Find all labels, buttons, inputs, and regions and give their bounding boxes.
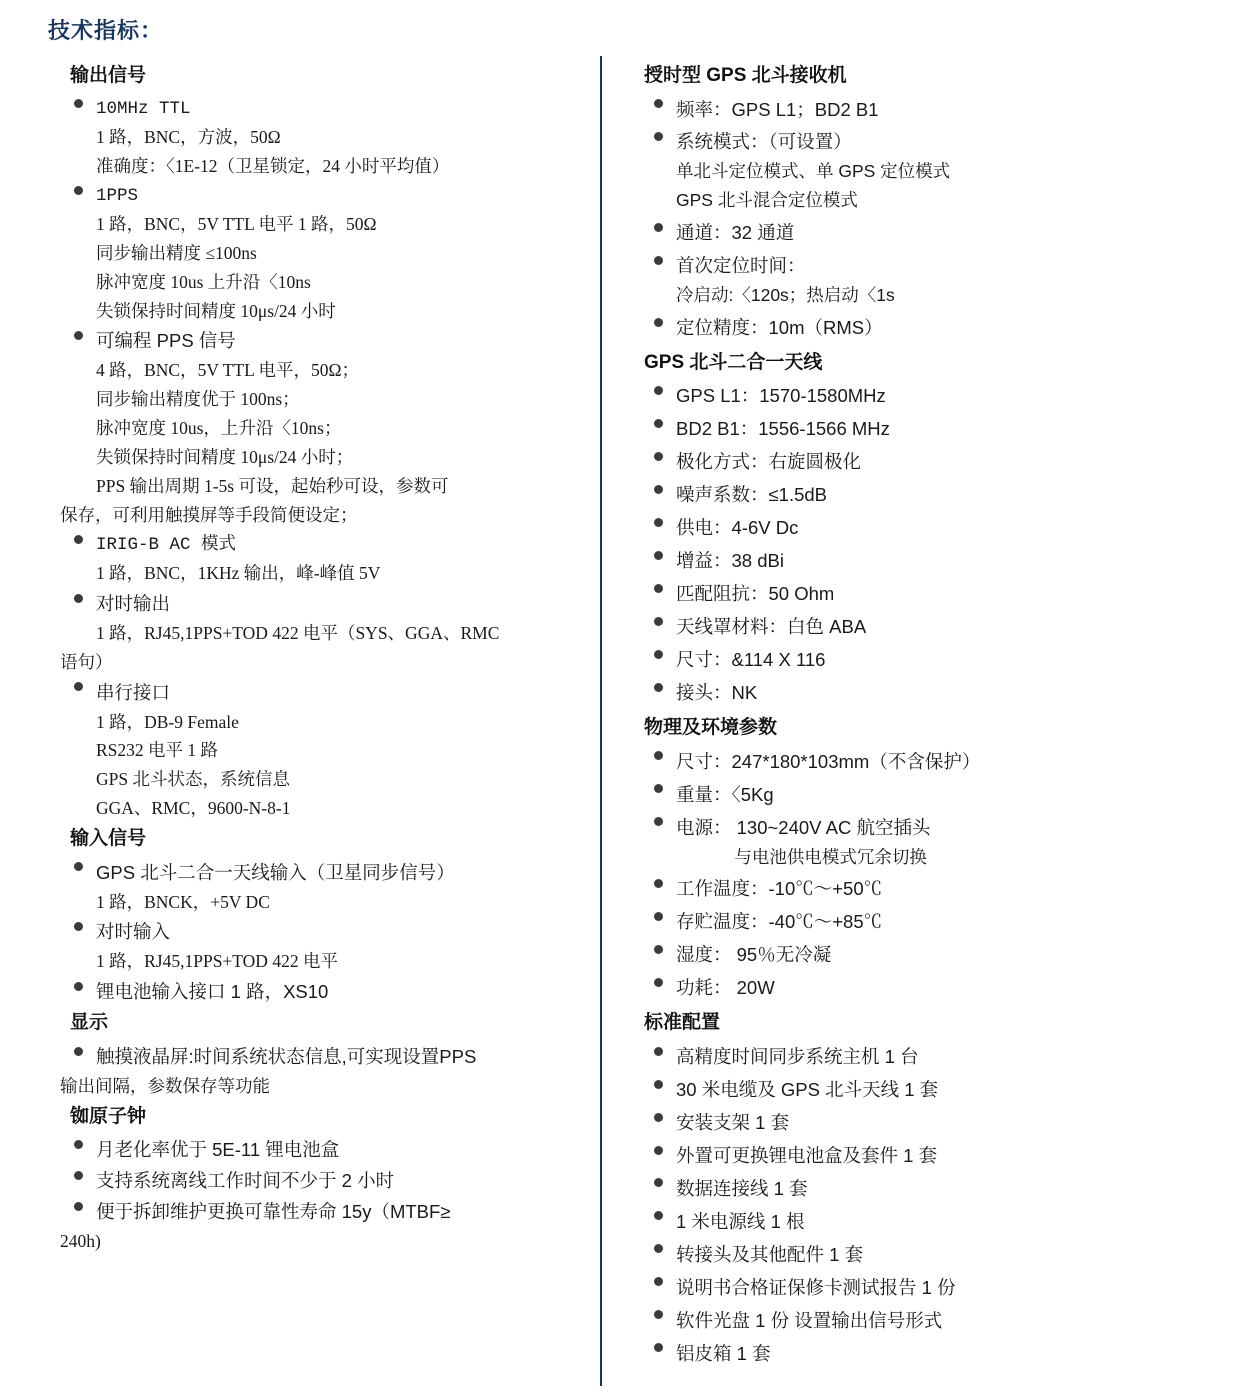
list-standard-configuration xyxy=(642,1042,1212,1369)
item-detail-line: 脉冲宽度 10us 上升沿〈10ns xyxy=(96,271,311,292)
item-label: 高精度时间同步系统主机 1 台 xyxy=(676,1045,919,1067)
item-label: 软件光盘 1 份 设置输出信号形式 xyxy=(676,1309,943,1331)
item-label: 便于拆卸维护更换可靠性寿命 15y（MTBF≥ xyxy=(96,1201,451,1222)
item-detail-line: 1 路，BNCK，+5V DC xyxy=(96,891,270,912)
list-item xyxy=(642,513,1212,543)
list-item xyxy=(642,1240,1212,1270)
bullet-icon xyxy=(74,1140,83,1149)
list-item xyxy=(60,531,584,588)
item-label: 接头：NK xyxy=(676,682,758,704)
list-item xyxy=(642,1075,1212,1105)
bullet-icon xyxy=(654,1277,663,1286)
bullet-icon xyxy=(654,386,663,395)
bullet-icon xyxy=(654,650,663,659)
bullet-icon xyxy=(654,1211,663,1220)
item-label: 频率：GPS L1；BD2 B1 xyxy=(676,98,879,120)
item-label: 30 米电缆及 GPS 北斗天线 1 套 xyxy=(676,1078,939,1100)
list-rubidium-clock xyxy=(60,1135,584,1256)
item-label: 电源： 130~240V AC 航空插头 xyxy=(676,816,931,838)
bullet-icon xyxy=(74,594,83,603)
item-label: 触摸液晶屏:时间系统状态信息,可实现设置PPS xyxy=(96,1045,477,1067)
page-title: 技术指标： xyxy=(48,18,164,43)
list-item xyxy=(642,907,1212,937)
bullet-icon xyxy=(654,1178,663,1187)
item-detail-line: 失锁保持时间精度 10μs/24 小时 xyxy=(96,300,336,321)
item-detail-line: 准确度：〈1E-12（卫星锁定，24 小时平均值） xyxy=(96,155,450,176)
list-item xyxy=(642,546,1212,576)
item-label: BD2 B1：1556-1566 MHz xyxy=(676,418,890,440)
list-item xyxy=(60,326,584,529)
section-heading-physical-environment: 物理及环境参数 xyxy=(644,717,778,739)
bullet-icon xyxy=(654,132,663,141)
item-label: 首次定位时间： xyxy=(676,255,806,277)
list-item xyxy=(642,579,1212,609)
list-item xyxy=(642,218,1212,248)
bullet-icon xyxy=(654,584,663,593)
item-label: 月老化率优于 5E-11 锂电池盒 xyxy=(96,1139,340,1161)
item-label: 数据连接线 1 套 xyxy=(676,1177,808,1199)
item-label: 重量：〈5Kg xyxy=(676,783,774,805)
item-label: 通道：32 通道 xyxy=(676,222,795,244)
item-label: 可编程 PPS 信号 xyxy=(96,330,236,352)
list-item xyxy=(60,977,584,1007)
bullet-icon xyxy=(654,879,663,888)
list-item xyxy=(642,678,1212,708)
list-item xyxy=(642,95,1212,125)
item-label: GPS L1：1570-1580MHz xyxy=(676,385,886,407)
item-label: 说明书合格证保修卡测试报告 1 份 xyxy=(676,1276,956,1298)
item-detail-line: GPS 北斗混合定位模式 xyxy=(676,190,858,211)
section-heading-combined-antenna: GPS 北斗二合一天线 xyxy=(644,351,823,373)
bullet-icon xyxy=(654,1244,663,1253)
item-detail-line: GGA、RMC，9600-N-8-1 xyxy=(96,798,291,819)
list-display xyxy=(60,1042,584,1101)
section-heading-gps-receiver: 授时型 GPS 北斗接收机 xyxy=(644,65,847,86)
item-detail-line: 1 路，DB-9 Female xyxy=(96,711,239,732)
item-label: 噪声系数：≤1.5dB xyxy=(676,484,827,506)
list-item xyxy=(642,414,1212,444)
bullet-icon xyxy=(654,419,663,428)
bullet-icon xyxy=(654,99,663,108)
list-item xyxy=(642,645,1212,675)
bullet-icon xyxy=(654,817,663,826)
item-label: 匹配阻抗：50 Ohm xyxy=(676,583,835,605)
list-item xyxy=(642,813,1212,872)
item-label: 系统模式：（可设置） xyxy=(676,131,852,153)
right-column xyxy=(602,62,1222,1386)
item-label: 1 米电源线 1 根 xyxy=(676,1210,805,1232)
item-label: 外置可更换锂电池盒及套件 1 套 xyxy=(676,1144,938,1166)
list-item xyxy=(60,1197,584,1256)
list-item xyxy=(642,251,1212,310)
list-item xyxy=(642,1207,1212,1237)
bullet-icon xyxy=(74,1171,83,1180)
list-item xyxy=(642,780,1212,810)
item-detail-line: PPS 输出周期 1-5s 可设，起始秒可设，参数可 xyxy=(96,475,449,496)
item-detail-line-wrap: 保存，可利用触摸屏等手段简便设定； xyxy=(60,504,358,525)
bullet-icon xyxy=(74,331,83,340)
bullet-icon xyxy=(654,318,663,327)
section-heading-standard-configuration: 标准配置 xyxy=(644,1012,721,1034)
bullet-icon xyxy=(654,1310,663,1319)
bullet-icon xyxy=(74,682,83,691)
bullet-icon xyxy=(654,617,663,626)
bullet-icon xyxy=(654,1343,663,1352)
item-label: GPS 北斗二合一天线输入（卫星同步信号） xyxy=(96,861,455,883)
item-label: 存贮温度：-40℃～+85℃ xyxy=(676,911,883,933)
list-item xyxy=(60,1042,584,1101)
list-combined-antenna xyxy=(642,381,1212,708)
list-item xyxy=(642,1108,1212,1138)
item-detail-line-wrap: 输出间隔，参数保存等功能 xyxy=(60,1075,270,1096)
list-item xyxy=(60,1166,584,1196)
bullet-icon xyxy=(654,1146,663,1155)
bullet-icon xyxy=(654,485,663,494)
list-item xyxy=(642,1273,1212,1303)
bullet-icon xyxy=(654,912,663,921)
item-label: 极化方式：右旋圆极化 xyxy=(676,451,862,473)
item-label: 安装支架 1 套 xyxy=(676,1111,790,1133)
item-label: 支持系统离线工作时间不少于 2 小时 xyxy=(96,1170,395,1192)
list-item xyxy=(642,381,1212,411)
item-label: 10MHz TTL xyxy=(96,98,191,119)
list-item xyxy=(642,127,1212,215)
item-label: 对时输出 xyxy=(96,592,171,614)
item-label: 功耗： 20W xyxy=(676,977,775,999)
item-detail-line: 1 路，BNC，5V TTL 电平 1 路，50Ω xyxy=(96,213,377,234)
bullet-icon xyxy=(654,683,663,692)
bullet-icon xyxy=(654,751,663,760)
item-label: 锂电池输入接口 1 路，XS10 xyxy=(96,981,329,1003)
bullet-icon xyxy=(74,1047,83,1056)
item-label: 天线罩材料：白色 ABA xyxy=(676,616,867,638)
bullet-icon xyxy=(74,982,83,991)
item-detail-line: 与电池供电模式冗余切换 xyxy=(676,846,927,867)
bullet-icon xyxy=(74,862,83,871)
item-label: 串行接口 xyxy=(96,681,171,703)
list-item xyxy=(60,1135,584,1165)
section-heading-output-signal: 输出信号 xyxy=(70,65,147,86)
list-item xyxy=(642,973,1212,1003)
list-physical-environment xyxy=(642,747,1212,1004)
bullet-icon xyxy=(654,1080,663,1089)
list-item xyxy=(642,1174,1212,1204)
section-heading-input-signal: 输入信号 xyxy=(70,828,147,850)
bullet-icon xyxy=(654,1047,663,1056)
item-label: 湿度： 95％无冷凝 xyxy=(676,944,832,966)
item-label: 铝皮箱 1 套 xyxy=(676,1342,771,1364)
bullet-icon xyxy=(74,535,83,544)
list-input-signal xyxy=(60,858,584,1008)
list-item xyxy=(642,447,1212,477)
bullet-icon xyxy=(74,99,83,108)
list-item xyxy=(60,95,584,181)
list-item xyxy=(642,747,1212,777)
bullet-icon xyxy=(74,186,83,195)
bullet-icon xyxy=(654,784,663,793)
item-label: 对时输入 xyxy=(96,921,171,943)
section-heading-display: 显示 xyxy=(70,1012,109,1034)
list-item xyxy=(642,940,1212,970)
item-detail-line: 1 路，RJ45,1PPS+TOD 422 电平 xyxy=(96,951,338,972)
item-detail-line-wrap: 语句） xyxy=(60,651,113,672)
bullet-icon xyxy=(654,1113,663,1122)
list-item xyxy=(642,874,1212,904)
item-detail-line: 1 路，BNC，1KHz 输出，峰-峰值 5V xyxy=(96,563,381,583)
item-detail-line: 单北斗定位模式、单 GPS 定位模式 xyxy=(676,161,951,182)
bullet-icon xyxy=(654,945,663,954)
list-item xyxy=(642,480,1212,510)
bullet-icon xyxy=(74,1202,83,1211)
item-detail-line: 1 路，BNC，方波，50Ω xyxy=(96,126,281,147)
bullet-icon xyxy=(654,452,663,461)
item-label: 定位精度：10m（RMS） xyxy=(676,317,883,338)
item-detail-line: 同步输出精度 ≤100ns xyxy=(96,242,257,263)
section-heading-rubidium-clock: 铷原子钟 xyxy=(70,1105,147,1127)
item-label: 供电：4-6V Dc xyxy=(676,517,799,539)
item-label: 增益：38 dBi xyxy=(676,550,784,572)
list-gps-receiver xyxy=(642,95,1212,343)
item-detail-line: 脉冲宽度 10us，上升沿〈10ns； xyxy=(96,418,342,439)
item-detail-line: 同步输出精度优于 100ns； xyxy=(96,389,300,410)
item-detail-line-wrap: 240h) xyxy=(60,1230,101,1251)
item-label: IRIG-B AC 模式 xyxy=(96,534,237,555)
bullet-icon xyxy=(654,978,663,987)
item-detail-line: 4 路，BNC，5V TTL 电平，50Ω； xyxy=(96,360,360,381)
item-detail-line: 冷启动:〈120s；热启动〈1s xyxy=(676,285,895,306)
list-item xyxy=(642,1042,1212,1072)
item-detail-line: RS232 电平 1 路 xyxy=(96,740,219,761)
list-item xyxy=(60,917,584,976)
list-item xyxy=(60,858,584,917)
bullet-icon xyxy=(654,551,663,560)
item-detail-line: 失锁保持时间精度 10μs/24 小时； xyxy=(96,447,354,468)
item-detail-line: 1 路，RJ45,1PPS+TOD 422 电平（SYS、GGA、RMC xyxy=(96,622,500,643)
item-label: 工作温度：-10℃～+50℃ xyxy=(676,878,883,900)
item-detail-line: GPS 北斗状态，系统信息 xyxy=(96,769,290,790)
list-item xyxy=(642,1306,1212,1336)
left-column xyxy=(0,62,600,1386)
bullet-icon xyxy=(654,256,663,265)
list-item xyxy=(60,589,584,677)
item-label: 转接头及其他配件 1 套 xyxy=(676,1243,864,1265)
list-output-signal xyxy=(60,95,584,824)
item-label: 1PPS xyxy=(96,185,139,206)
bullet-icon xyxy=(654,223,663,232)
item-label: 尺寸：&114 X 116 xyxy=(676,649,826,671)
list-item xyxy=(642,1339,1212,1369)
list-item xyxy=(642,612,1212,642)
list-item xyxy=(642,313,1212,343)
list-item xyxy=(60,678,584,823)
two-column-body xyxy=(0,62,1240,1386)
bullet-icon xyxy=(654,518,663,527)
bullet-icon xyxy=(74,922,83,931)
list-item xyxy=(60,182,584,326)
item-label: 尺寸：247*180*103mm（不含保护） xyxy=(676,750,981,772)
list-item xyxy=(642,1141,1212,1171)
